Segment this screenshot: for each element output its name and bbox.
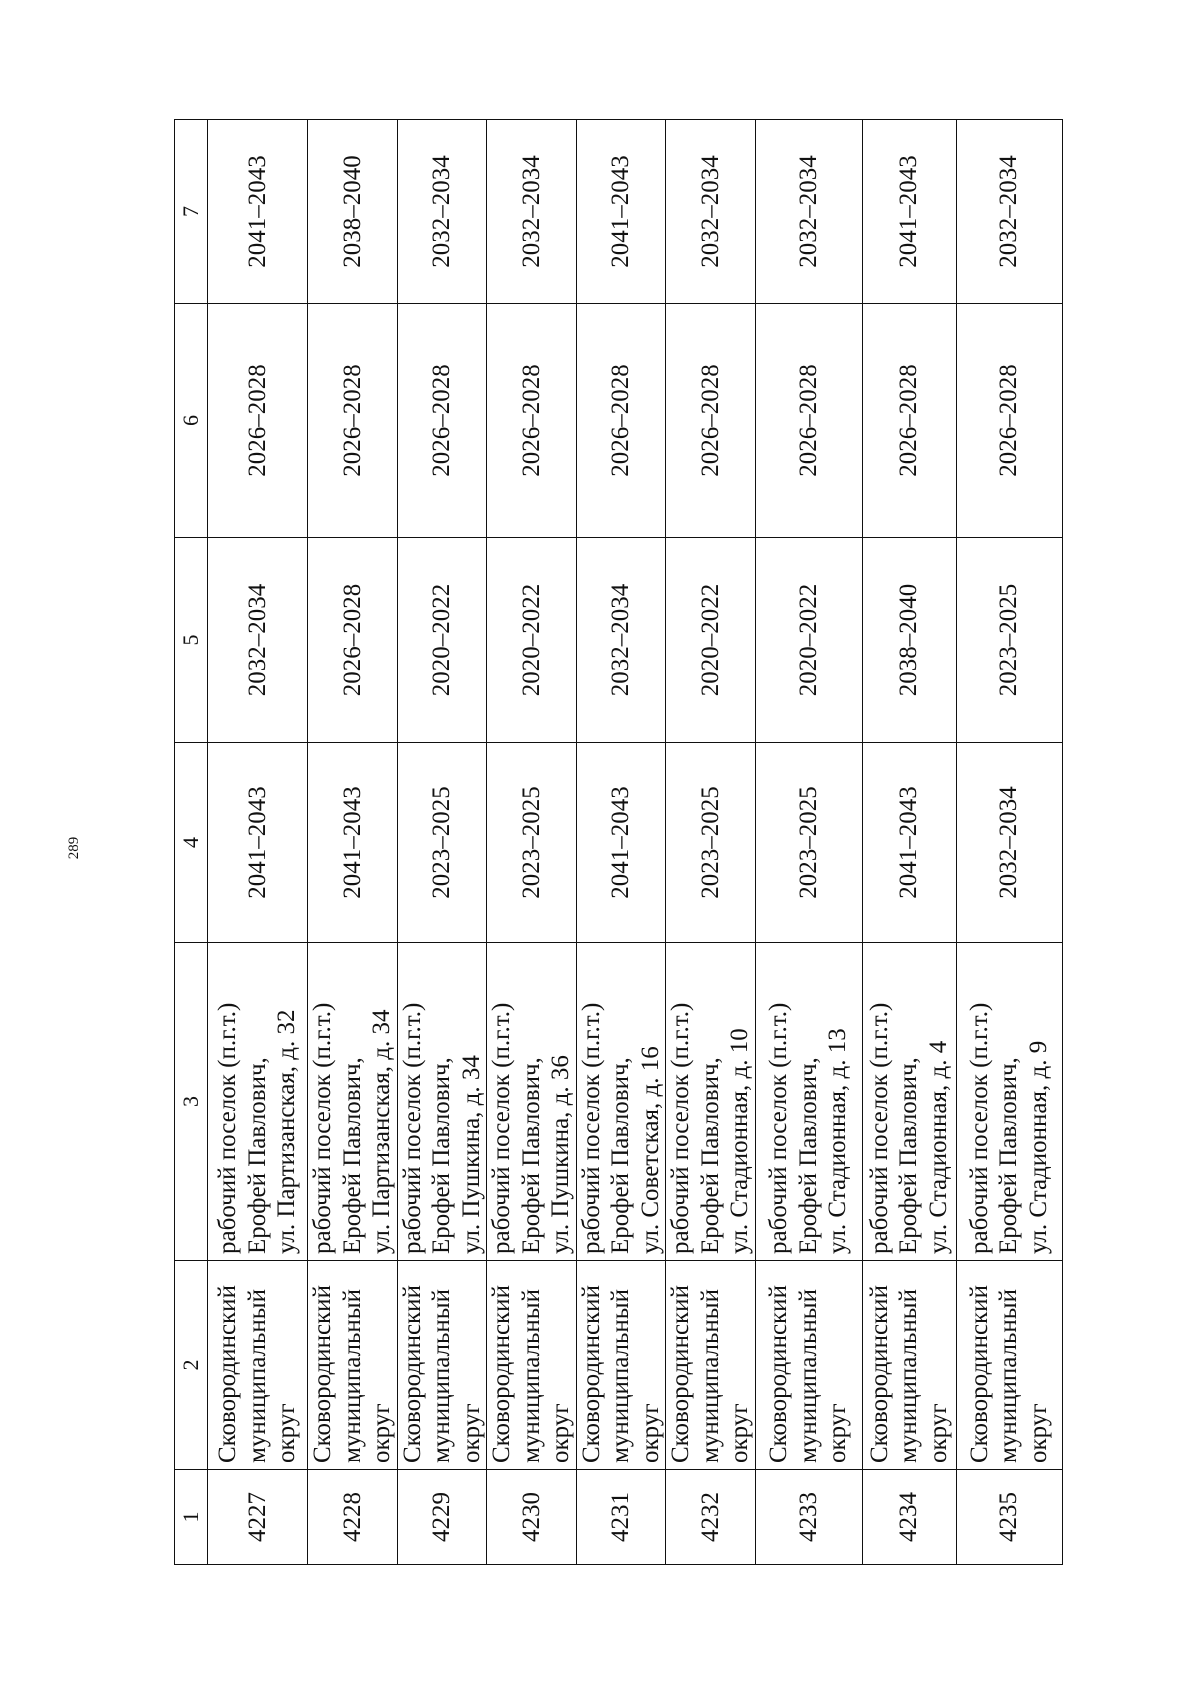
record-number-cell: 4232 [666, 1470, 756, 1565]
period-cell-col4: 2023–2025 [397, 743, 487, 943]
header-row [175, 120, 208, 1565]
district-line: Сковородинский [398, 1285, 426, 1463]
district-line: муниципальный [243, 1289, 271, 1463]
period-cell-col6: 2026–2028 [956, 304, 1062, 538]
address-line: рабочий поселок (п.г.т.) [214, 1002, 242, 1254]
period-cell-col6: 2026–2028 [308, 304, 398, 538]
record-number-cell: 4228 [308, 1470, 398, 1565]
address-cell [755, 943, 862, 1261]
address-line: рабочий поселок (п.г.т.) [398, 1002, 426, 1254]
column-header: 2 [175, 1261, 208, 1470]
address-line: ул. Стадионная, д. 13 [824, 1028, 852, 1254]
period-cell-col6: 2026–2028 [487, 304, 577, 538]
table-row [487, 120, 577, 1565]
period-cell-col7: 2032–2034 [487, 120, 577, 304]
period-cell-col7: 2041–2043 [862, 120, 956, 304]
registry-table [174, 119, 1063, 1565]
period-cell-col6: 2026–2028 [576, 304, 666, 538]
address-line: ул. Стадионная, д. 9 [1024, 1040, 1052, 1254]
record-number-cell: 4230 [487, 1470, 577, 1565]
period-cell-col6: 2026–2028 [666, 304, 756, 538]
address-cell [956, 943, 1062, 1261]
table-row [666, 120, 756, 1565]
address-cell [666, 943, 756, 1261]
column-header: 4 [175, 743, 208, 943]
record-number-cell: 4227 [208, 1470, 308, 1565]
address-cell [487, 943, 577, 1261]
address-line: рабочий поселок (п.г.т.) [865, 1002, 893, 1254]
district-line: муниципальный [607, 1289, 634, 1463]
table-body [208, 120, 1063, 1565]
district-line: округ [726, 1403, 753, 1463]
period-cell-col5: 2023–2025 [956, 538, 1062, 743]
period-cell-col5: 2026–2028 [308, 538, 398, 743]
column-header: 1 [175, 1470, 208, 1565]
period-cell-col4: 2023–2025 [666, 743, 756, 943]
address-line: рабочий поселок (п.г.т.) [577, 1002, 605, 1254]
period-cell-col7: 2041–2043 [576, 120, 666, 304]
address-line: Ерофей Павлович, [696, 1057, 724, 1254]
record-number-cell: 4231 [576, 1470, 666, 1565]
column-header: 5 [175, 538, 208, 743]
district-line: округ [547, 1403, 574, 1463]
period-cell-col6: 2026–2028 [397, 304, 487, 538]
district-line: Сковородинский [965, 1285, 993, 1463]
address-line: рабочий поселок (п.г.т.) [667, 1002, 694, 1254]
period-cell-col4: 2023–2025 [755, 743, 862, 943]
address-line: рабочий поселок (п.г.т.) [965, 1002, 993, 1254]
address-line: Ерофей Павлович, [607, 1057, 634, 1254]
period-cell-col6: 2026–2028 [755, 304, 862, 538]
period-cell-col5: 2032–2034 [208, 538, 308, 743]
district-cell [862, 1261, 956, 1470]
district-cell [487, 1261, 577, 1470]
district-cell [576, 1261, 666, 1470]
district-line: округ [824, 1403, 852, 1463]
period-cell-col5: 2032–2034 [576, 538, 666, 743]
district-line: Сковородинский [865, 1285, 893, 1463]
period-cell-col7: 2032–2034 [956, 120, 1062, 304]
address-line: Ерофей Павлович, [517, 1057, 545, 1254]
district-line: муниципальный [338, 1289, 366, 1463]
address-cell [576, 943, 666, 1261]
period-cell-col6: 2026–2028 [862, 304, 956, 538]
address-line: Ерофей Павлович, [338, 1057, 366, 1254]
table-row [397, 120, 487, 1565]
period-cell-col4: 2041–2043 [862, 743, 956, 943]
period-cell-col7: 2032–2034 [755, 120, 862, 304]
period-cell-col5: 2020–2022 [666, 538, 756, 743]
district-line: муниципальный [696, 1289, 724, 1463]
district-line: Сковородинский [309, 1285, 336, 1463]
address-line: ул. Пушкина, д. 36 [547, 1055, 574, 1254]
period-cell-col7: 2038–2040 [308, 120, 398, 304]
district-cell [956, 1261, 1062, 1470]
district-line: Сковородинский [667, 1285, 694, 1463]
table-container [174, 120, 1054, 1565]
address-line: Ерофей Павлович, [794, 1057, 822, 1254]
record-number-cell: 4233 [755, 1470, 862, 1565]
address-line: Ерофей Павлович, [895, 1057, 923, 1254]
table-row [956, 120, 1062, 1565]
district-line: Сковородинский [577, 1285, 605, 1463]
address-line: ул. Советская, д. 16 [636, 1046, 664, 1254]
record-number-cell: 4229 [397, 1470, 487, 1565]
record-number-cell: 4234 [862, 1470, 956, 1565]
district-line: округ [924, 1403, 952, 1463]
district-line: Сковородинский [765, 1285, 793, 1463]
district-line: округ [273, 1403, 301, 1463]
period-cell-col7: 2032–2034 [666, 120, 756, 304]
page-number: 289 [66, 836, 82, 860]
address-line: Ерофей Павлович, [243, 1057, 271, 1254]
address-line: ул. Стадионная, д. 10 [726, 1028, 753, 1254]
column-header: 3 [175, 943, 208, 1261]
period-cell-col5: 2020–2022 [397, 538, 487, 743]
period-cell-col4: 2041–2043 [576, 743, 666, 943]
record-number-cell: 4235 [956, 1470, 1062, 1565]
period-cell-col5: 2038–2040 [862, 538, 956, 743]
district-line: муниципальный [794, 1289, 822, 1463]
district-cell [666, 1261, 756, 1470]
table-row [308, 120, 398, 1565]
column-header: 6 [175, 304, 208, 538]
table-row [755, 120, 862, 1565]
district-line: муниципальный [895, 1289, 923, 1463]
address-line: рабочий поселок (п.г.т.) [309, 1002, 336, 1254]
address-line: ул. Стадионная, д. 4 [924, 1040, 952, 1254]
period-cell-col7: 2041–2043 [208, 120, 308, 304]
district-cell [397, 1261, 487, 1470]
address-line: рабочий поселок (п.г.т.) [488, 1002, 515, 1254]
district-line: Сковородинский [488, 1285, 515, 1463]
address-line: Ерофей Павлович, [428, 1057, 455, 1254]
address-line: ул. Партизанская, д. 32 [273, 1009, 301, 1254]
address-line: ул. Пушкина, д. 34 [457, 1055, 485, 1254]
period-cell-col5: 2020–2022 [755, 538, 862, 743]
period-cell-col4: 2041–2043 [308, 743, 398, 943]
column-header: 7 [175, 120, 208, 304]
district-line: Сковородинский [214, 1285, 242, 1463]
district-cell [208, 1261, 308, 1470]
district-line: округ [1024, 1403, 1052, 1463]
address-cell [862, 943, 956, 1261]
period-cell-col4: 2041–2043 [208, 743, 308, 943]
period-cell-col4: 2023–2025 [487, 743, 577, 943]
address-cell [308, 943, 398, 1261]
address-line: рабочий поселок (п.г.т.) [765, 1002, 793, 1254]
address-cell [208, 943, 308, 1261]
period-cell-col6: 2026–2028 [208, 304, 308, 538]
address-line: Ерофей Павлович, [995, 1057, 1023, 1254]
table-row [208, 120, 308, 1565]
period-cell-col4: 2032–2034 [956, 743, 1062, 943]
period-cell-col7: 2032–2034 [397, 120, 487, 304]
district-line: муниципальный [517, 1289, 545, 1463]
district-cell [308, 1261, 398, 1470]
district-line: округ [457, 1403, 485, 1463]
period-cell-col5: 2020–2022 [487, 538, 577, 743]
district-cell [755, 1261, 862, 1470]
address-cell [397, 943, 487, 1261]
table-row [576, 120, 666, 1565]
address-line: ул. Партизанская, д. 34 [368, 1009, 395, 1254]
table-row [862, 120, 956, 1565]
district-line: муниципальный [428, 1289, 455, 1463]
district-line: округ [636, 1403, 664, 1463]
district-line: округ [368, 1403, 395, 1463]
district-line: муниципальный [995, 1289, 1023, 1463]
